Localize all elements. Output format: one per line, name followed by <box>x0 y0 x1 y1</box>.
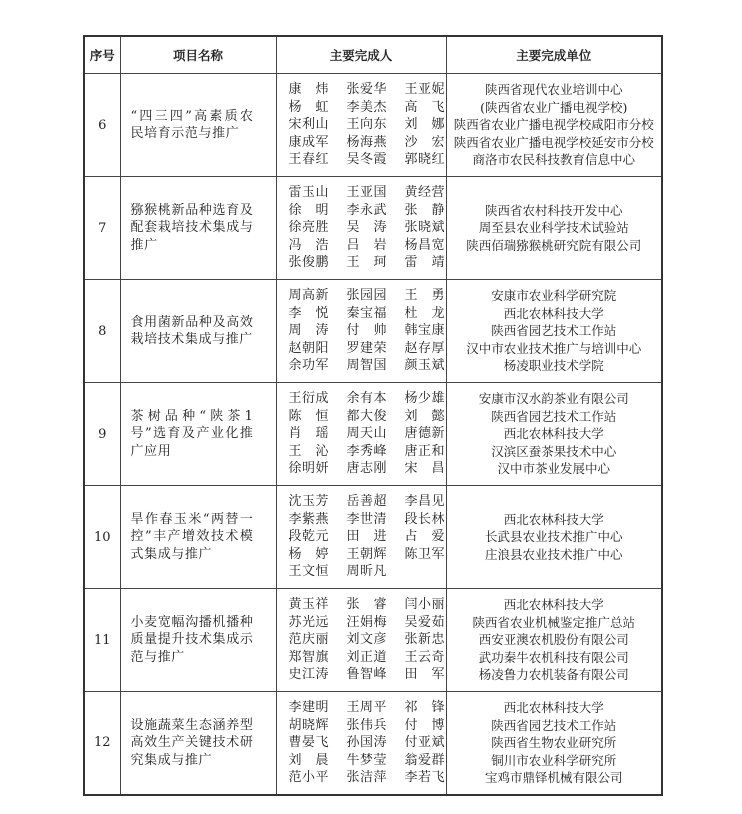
person-name: 沙宏 <box>404 134 445 150</box>
person-name: 雷玉山 <box>288 185 329 201</box>
project-name <box>120 486 276 589</box>
person-name: 王衍成 <box>288 391 329 407</box>
person-name: 周智国 <box>346 358 387 374</box>
person-name: 刘正道 <box>346 649 387 665</box>
person-name: 徐明妍 <box>288 461 329 477</box>
person-name: 徐亮胜 <box>288 220 329 236</box>
person-name: 唐德新 <box>404 426 445 442</box>
unit-name: 汉滨区蚕茶果技术中心 <box>491 443 617 459</box>
person-name: 刘文彦 <box>346 632 387 648</box>
people-cell <box>276 74 446 177</box>
unit-name: 西北农林科技大学 <box>503 700 604 715</box>
person-name: 陈恒 <box>288 408 329 424</box>
project-name-text: 茶树品种“陕茶1号”选育及产业化推广应用 <box>130 408 254 459</box>
row-number: 8 <box>84 280 120 383</box>
header-project: 项目名称 <box>120 36 276 74</box>
unit-name: 西北农林科技大学 <box>503 511 604 527</box>
person-name: 曹晏飞 <box>288 735 329 750</box>
unit-name: 陕西省农村科技开发中心 <box>484 202 623 218</box>
person-name: 杜龙 <box>404 305 445 321</box>
person-name: 岳善超 <box>346 494 387 510</box>
table-row <box>84 589 662 692</box>
person-name: 郭晓红 <box>404 152 445 168</box>
header-row <box>84 36 662 74</box>
person-name: 王亚妮 <box>404 82 445 98</box>
unit-name: 陕西省园艺技术工作站 <box>491 323 617 339</box>
person-name: 田军 <box>404 667 445 683</box>
person-name: 肖瑶 <box>288 426 329 442</box>
header-people: 主要完成人 <box>276 36 446 74</box>
row-number: 7 <box>84 177 120 280</box>
project-name-text: 小麦宽幅沟播机播种质量提升技术集成示范与推广 <box>130 614 254 665</box>
person-name: 吴涛 <box>346 220 387 236</box>
person-name: 周高新 <box>288 288 329 304</box>
person-name: 王云奇 <box>404 649 445 665</box>
unit-name: 杨凌职业技术学院 <box>503 358 604 374</box>
awards-table <box>83 35 663 796</box>
person-name: 占爱 <box>404 529 445 545</box>
project-name-text: “四三四”高素质农民培育示范与推广 <box>130 108 254 141</box>
person-name: 付帅 <box>346 323 387 339</box>
person-name: 张洁萍 <box>346 770 387 785</box>
project-name <box>120 177 276 280</box>
unit-name: 陕西省农业机械鉴定推广总站 <box>472 614 635 630</box>
person-name: 周天山 <box>346 426 387 442</box>
person-name: 黄玉祥 <box>288 597 329 613</box>
unit-name: 西北农林科技大学 <box>503 597 604 613</box>
row-number: 11 <box>84 589 120 692</box>
table-row <box>84 486 662 589</box>
unit-name: 陕西省园艺技术工作站 <box>491 408 617 424</box>
person-name: 冯浩 <box>288 237 329 253</box>
person-name: 赵存厚 <box>404 340 445 356</box>
person-name: 宋昌 <box>404 461 445 477</box>
row-number: 6 <box>84 74 120 177</box>
people-cell <box>276 589 446 692</box>
unit-name: 周至县农业科学技术试验站 <box>478 220 629 236</box>
person-name: 史江涛 <box>288 667 329 683</box>
person-name: 罗建荣 <box>346 340 387 356</box>
person-name: 汪娟梅 <box>346 614 387 630</box>
people-cell <box>276 692 446 795</box>
person-name: 周涛 <box>288 323 329 339</box>
person-name: 王春红 <box>288 152 329 168</box>
person-name: 刘晨 <box>288 752 329 768</box>
person-name: 王珂 <box>346 255 387 271</box>
person-name: 孙国涛 <box>346 735 387 750</box>
person-name: 王沁 <box>288 443 329 459</box>
person-name: 鲁智峰 <box>346 667 387 683</box>
units-cell <box>446 280 662 383</box>
unit-name: 铜川市农业科学研究所 <box>491 752 617 768</box>
unit-name: 汉中市农业技术推广与培训中心 <box>466 340 642 356</box>
unit-name: (陕西省农业广播电视学校) <box>480 99 628 115</box>
units-cell <box>446 383 662 486</box>
person-name: 李世清 <box>346 511 387 527</box>
person-name: 王周平 <box>346 700 387 715</box>
person-name: 刘娜 <box>404 117 445 133</box>
project-name-text: 设施蔬菜生态涵养型高效生产关键技术研究集成与推广 <box>130 717 254 768</box>
person-name: 牛梦莹 <box>346 752 387 768</box>
person-name: 张静 <box>404 202 445 218</box>
person-name: 王向东 <box>346 117 387 133</box>
person-name: 杨海燕 <box>346 134 387 150</box>
person-name: 张园园 <box>346 288 387 304</box>
unit-name: 庄浪县农业技术推广中心 <box>484 546 623 562</box>
project-name <box>120 383 276 486</box>
unit-name: 陕西佰瑞猕猴桃研究院有限公司 <box>466 237 642 253</box>
project-name-text: 食用菌新品种及高效栽培技术集成与推广 <box>130 314 254 347</box>
person-name: 王文恒 <box>288 564 329 580</box>
people-cell <box>276 486 446 589</box>
project-name-text: 猕猴桃新品种选育及配套栽培技术集成与推广 <box>130 202 254 253</box>
units-cell <box>446 589 662 692</box>
person-name: 张新忠 <box>404 632 445 648</box>
person-name: 翁爱群 <box>404 752 445 768</box>
person-name: 吴冬霞 <box>346 152 387 168</box>
unit-name: 宝鸡市鼎铎机械有限公司 <box>484 770 623 785</box>
person-name: 段长林 <box>404 511 445 527</box>
person-name: 闫小丽 <box>404 597 445 613</box>
person-name: 范庆丽 <box>288 632 329 648</box>
unit-name: 陕西省园艺技术工作站 <box>491 717 617 733</box>
person-name: 张睿 <box>346 597 387 613</box>
row-number: 10 <box>84 486 120 589</box>
person-name: 周昕凡 <box>346 564 387 580</box>
person-name: 王勇 <box>404 288 445 304</box>
person-name: 张爱华 <box>346 82 387 98</box>
person-name: 胡晓辉 <box>288 717 329 733</box>
person-name: 杨虹 <box>288 99 329 115</box>
person-name: 段乾元 <box>288 529 329 545</box>
unit-name: 西安亚澳农机股份有限公司 <box>478 632 629 648</box>
person-name: 杨婷 <box>288 546 329 562</box>
person-name: 付博 <box>404 717 445 733</box>
table-row <box>84 177 662 280</box>
person-name: 王亚国 <box>346 185 387 201</box>
unit-name: 西北农林科技大学 <box>503 426 604 442</box>
person-name: 郑智旗 <box>288 649 329 665</box>
unit-name: 安康市农业科学研究院 <box>491 288 617 304</box>
person-name: 李悦 <box>288 305 329 321</box>
row-number: 9 <box>84 383 120 486</box>
unit-name: 杨凌鲁力农机装备有限公司 <box>478 667 629 683</box>
table-row <box>84 383 662 486</box>
person-name: 李若飞 <box>404 770 445 785</box>
person-name: 苏光远 <box>288 614 329 630</box>
people-cell <box>276 383 446 486</box>
person-name: 杨少雄 <box>404 391 445 407</box>
person-name: 唐志刚 <box>346 461 387 477</box>
person-name: 田进 <box>346 529 387 545</box>
person-name: 范小平 <box>288 770 329 785</box>
person-name: 颜玉斌 <box>404 358 445 374</box>
unit-name: 陕西省现代农业培训中心 <box>484 82 623 98</box>
person-name: 黄经营 <box>404 185 445 201</box>
person-name: 付亚斌 <box>404 735 445 750</box>
person-name: 余有本 <box>346 391 387 407</box>
person-name: 祁锋 <box>404 700 445 715</box>
person-name: 韩宝康 <box>404 323 445 339</box>
header-units: 主要完成单位 <box>446 36 662 74</box>
person-name: 刘懿 <box>404 408 445 424</box>
person-name: 李美杰 <box>346 99 387 115</box>
table-row <box>84 692 662 795</box>
project-name <box>120 589 276 692</box>
table-row <box>84 280 662 383</box>
row-number: 12 <box>84 692 120 795</box>
person-name: 张晓斌 <box>404 220 445 236</box>
project-name-text: 旱作春玉米“两替一控”丰产增效技术模式集成与推广 <box>130 511 254 562</box>
unit-name: 汉中市茶业发展中心 <box>497 461 610 477</box>
person-name: 李永武 <box>346 202 387 218</box>
project-name <box>120 280 276 383</box>
unit-name: 西北农林科技大学 <box>503 305 604 321</box>
header-no: 序号 <box>84 36 120 74</box>
person-name: 李建明 <box>288 700 329 715</box>
person-name: 秦宝福 <box>346 305 387 321</box>
unit-name: 陕西省生物农业研究所 <box>491 735 617 750</box>
person-name: 康炜 <box>288 82 329 98</box>
person-name: 赵朝阳 <box>288 340 329 356</box>
person-name: 宋利山 <box>288 117 329 133</box>
person-name: 李秀峰 <box>346 443 387 459</box>
person-name: 王朝辉 <box>346 546 387 562</box>
person-name: 唐正和 <box>404 443 445 459</box>
person-name: 杨昌宽 <box>404 237 445 253</box>
person-name: 康成军 <box>288 134 329 150</box>
people-cell <box>276 177 446 280</box>
table-row <box>84 74 662 177</box>
unit-name: 长武县农业技术推广中心 <box>484 529 623 545</box>
project-name <box>120 692 276 795</box>
unit-name: 陕西省农业广播电视学校延安市分校 <box>453 134 654 150</box>
people-cell <box>276 280 446 383</box>
person-name: 张俊鹏 <box>288 255 329 271</box>
person-name: 都大俊 <box>346 408 387 424</box>
person-name: 陈卫军 <box>404 546 445 562</box>
person-name: 余功军 <box>288 358 329 374</box>
unit-name: 安康市汉水韵茶业有限公司 <box>478 391 629 407</box>
units-cell <box>446 177 662 280</box>
project-name <box>120 74 276 177</box>
units-cell <box>446 692 662 795</box>
person-name: 徐明 <box>288 202 329 218</box>
person-name: 雷靖 <box>404 255 445 271</box>
person-name: 张伟兵 <box>346 717 387 733</box>
units-cell <box>446 74 662 177</box>
person-name: 李昌见 <box>404 494 445 510</box>
person-name: 吕岩 <box>346 237 387 253</box>
units-cell <box>446 486 662 589</box>
unit-name: 陕西省农业广播电视学校咸阳市分校 <box>453 117 654 133</box>
person-name: 沈玉芳 <box>288 494 329 510</box>
person-name: 吴爱茹 <box>404 614 445 630</box>
unit-name: 商洛市农民科技教育信息中心 <box>472 152 635 168</box>
person-name: 李紫燕 <box>288 511 329 527</box>
person-name: 高飞 <box>404 99 445 115</box>
unit-name: 武功秦牛农机科技有限公司 <box>478 649 629 665</box>
